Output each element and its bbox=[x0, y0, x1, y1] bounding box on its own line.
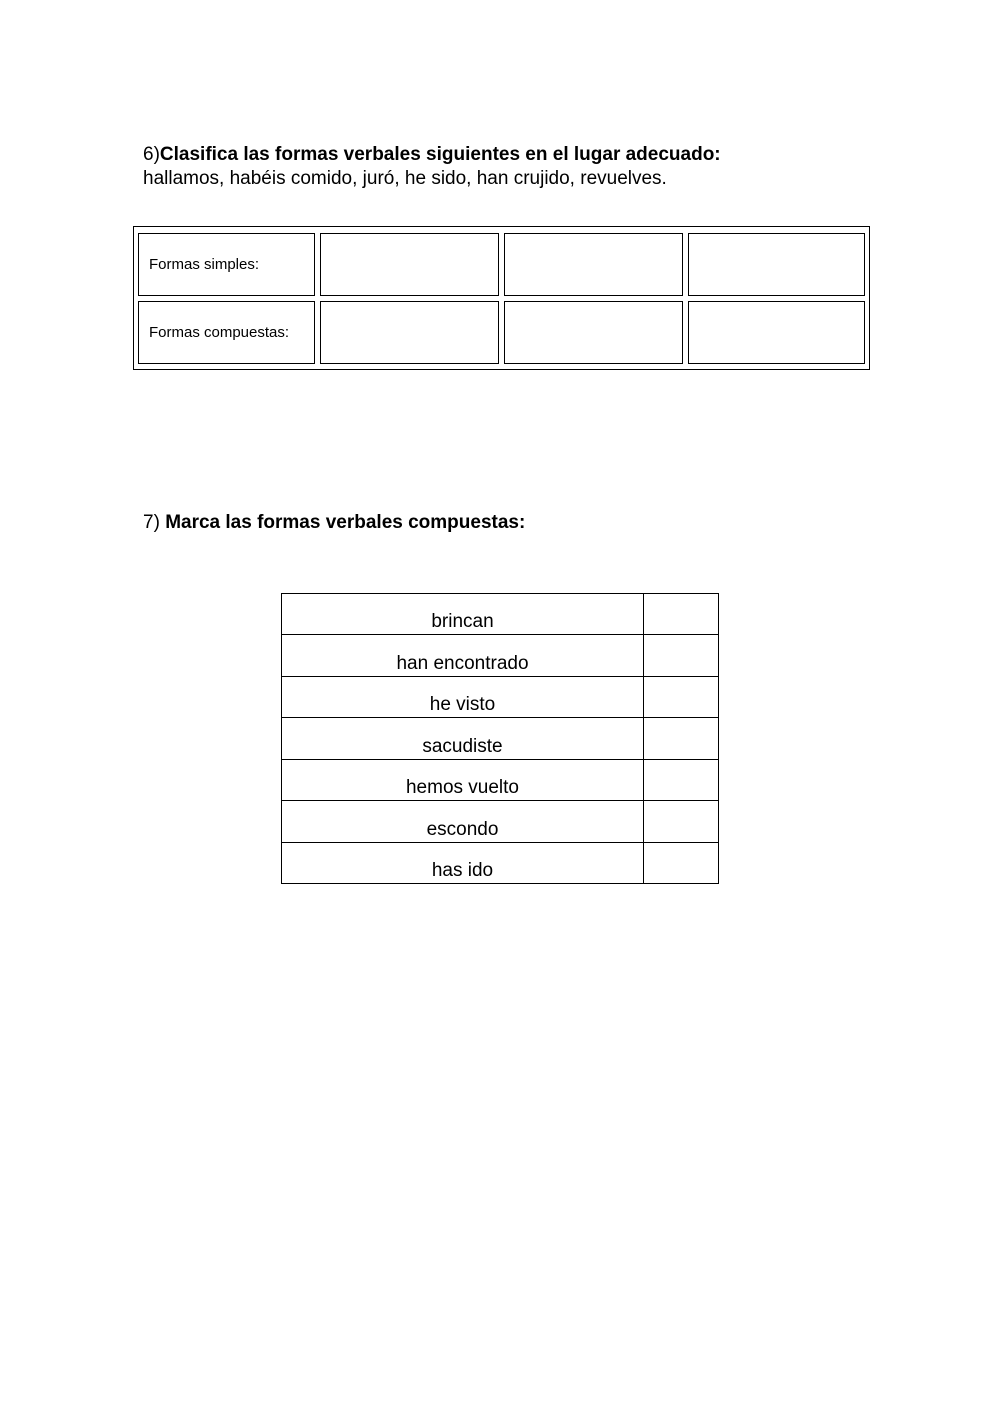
table-row bbox=[282, 718, 719, 759]
mark-checkbox-cell[interactable] bbox=[644, 759, 719, 800]
question-7-title bbox=[143, 511, 525, 535]
simple-forms-answer-cell-3[interactable] bbox=[688, 233, 865, 296]
simple-forms-label: Formas simples: bbox=[138, 233, 315, 296]
mark-checkbox-cell[interactable] bbox=[644, 594, 719, 635]
verb-form: escondo bbox=[282, 801, 644, 842]
compound-forms-table bbox=[281, 593, 719, 884]
verb-form: he visto bbox=[282, 676, 644, 717]
table-row bbox=[282, 635, 719, 676]
question-6-word-list: hallamos, habéis comido, juró, he sido, han crujido, revuelves. bbox=[143, 168, 667, 189]
question-6-title bbox=[143, 143, 721, 167]
table-row bbox=[282, 842, 719, 883]
compound-forms-answer-cell-3[interactable] bbox=[688, 301, 865, 364]
verb-form: brincan bbox=[282, 594, 644, 635]
table-row bbox=[282, 801, 719, 842]
mark-checkbox-cell[interactable] bbox=[644, 676, 719, 717]
table-row bbox=[282, 594, 719, 635]
mark-checkbox-cell[interactable] bbox=[644, 635, 719, 676]
simple-forms-answer-cell-1[interactable] bbox=[320, 233, 499, 296]
question-6-instruction: Clasifica las formas verbales siguientes en el lugar adecuado: bbox=[159, 144, 721, 165]
compound-forms-label: Formas compuestas: bbox=[138, 301, 315, 364]
verb-form: hemos vuelto bbox=[282, 759, 644, 800]
simple-forms-answer-cell-2[interactable] bbox=[504, 233, 683, 296]
table-row bbox=[282, 676, 719, 717]
mark-checkbox-cell[interactable] bbox=[644, 801, 719, 842]
verb-form: has ido bbox=[282, 842, 644, 883]
mark-checkbox-cell[interactable] bbox=[644, 842, 719, 883]
verb-form: sacudiste bbox=[282, 718, 644, 759]
question-7-instruction: Marca las formas verbales compuestas: bbox=[165, 512, 526, 533]
table-row bbox=[282, 759, 719, 800]
compound-forms-answer-cell-2[interactable] bbox=[504, 301, 683, 364]
mark-checkbox-cell[interactable] bbox=[644, 718, 719, 759]
question-7-number: 7) bbox=[143, 512, 160, 533]
question-6-number: 6) bbox=[143, 144, 160, 165]
classification-table bbox=[133, 226, 870, 370]
compound-forms-answer-cell-1[interactable] bbox=[320, 301, 499, 364]
verb-form: han encontrado bbox=[282, 635, 644, 676]
